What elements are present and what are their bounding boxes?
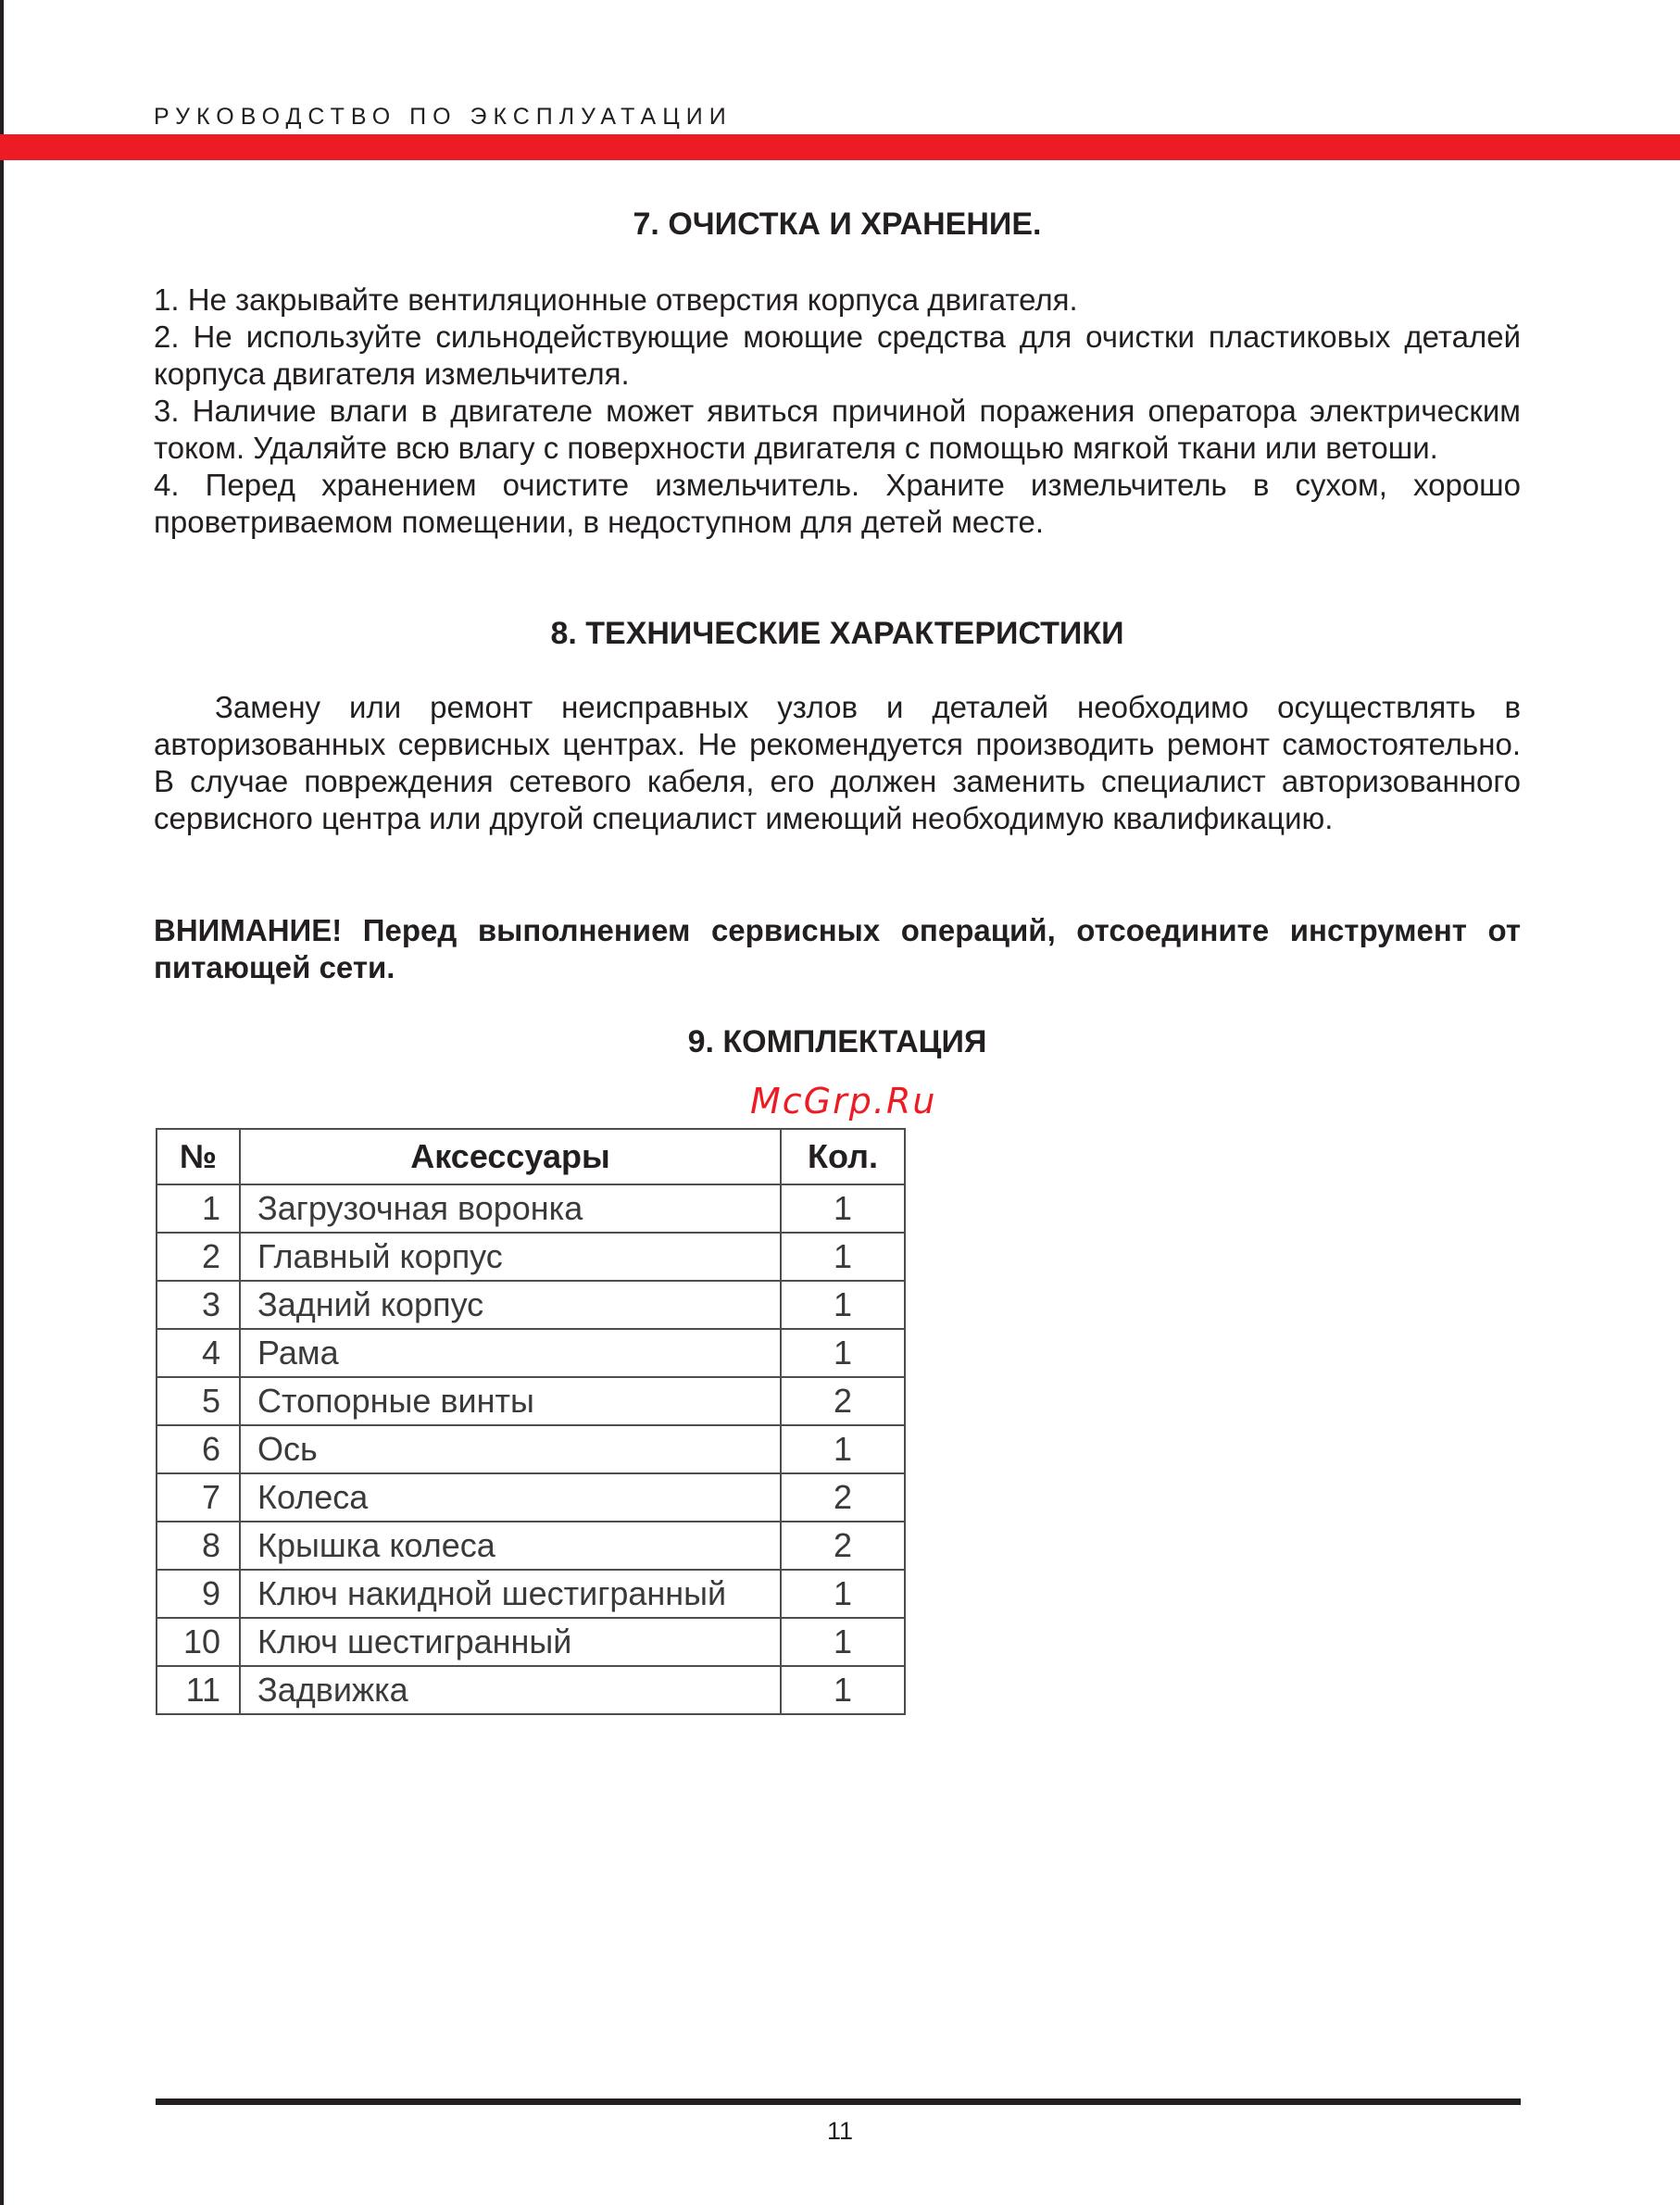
header-red-band bbox=[0, 134, 1680, 160]
row-accessory: Ключ накидной шестигранный bbox=[240, 1570, 781, 1618]
document-header-title: РУКОВОДСТВО ПО ЭКСПЛУАТАЦИИ bbox=[154, 104, 733, 130]
row-number: 7 bbox=[157, 1473, 240, 1522]
row-quantity: 1 bbox=[781, 1329, 905, 1377]
section-7-title: 7. ОЧИСТКА И ХРАНЕНИЕ. bbox=[633, 207, 1042, 242]
row-number: 9 bbox=[157, 1570, 240, 1618]
row-quantity: 2 bbox=[781, 1377, 905, 1425]
row-quantity: 1 bbox=[781, 1233, 905, 1281]
row-accessory: Ось bbox=[240, 1425, 781, 1473]
row-accessory: Задвижка bbox=[240, 1666, 781, 1714]
table-row bbox=[157, 1425, 905, 1473]
section-9-title: 9. КОМПЛЕКТАЦИЯ bbox=[687, 1024, 987, 1059]
row-number: 8 bbox=[157, 1522, 240, 1570]
column-header-accessories: Аксессуары bbox=[240, 1129, 781, 1184]
column-header-quantity: Кол. bbox=[781, 1129, 905, 1184]
table-row bbox=[157, 1473, 905, 1522]
list-item: 2. Не используйте сильнодействующие моющие средства для очистки пластиковых деталей корпуса двигателя измельчителя. bbox=[154, 319, 1521, 391]
accessories-table bbox=[156, 1128, 906, 1715]
row-quantity: 1 bbox=[781, 1618, 905, 1666]
row-quantity: 1 bbox=[781, 1281, 905, 1329]
row-accessory: Крышка колеса bbox=[240, 1522, 781, 1570]
table-row bbox=[157, 1618, 905, 1666]
row-accessory: Главный корпус bbox=[240, 1233, 781, 1281]
row-quantity: 1 bbox=[781, 1570, 905, 1618]
row-accessory: Стопорные винты bbox=[240, 1377, 781, 1425]
table-row bbox=[157, 1377, 905, 1425]
section-7-list bbox=[154, 282, 1521, 541]
list-item: 3. Наличие влаги в двигателе может явиться причиной поражения оператора электрическим током. Удаляйте всю влагу с поверхности двигателя с помощью мягкой ткани или ветоши. bbox=[154, 394, 1521, 465]
column-header-number: № bbox=[157, 1129, 240, 1184]
row-number: 5 bbox=[157, 1377, 240, 1425]
warning-notice: ВНИМАНИЕ! Перед выполнением сервисных операций, отсоедините инструмент от питающей сети. bbox=[154, 913, 1521, 984]
row-accessory: Ключ шестигранный bbox=[240, 1618, 781, 1666]
table-header-row bbox=[157, 1129, 905, 1184]
row-accessory: Задний корпус bbox=[240, 1281, 781, 1329]
row-quantity: 1 bbox=[781, 1184, 905, 1233]
row-number: 6 bbox=[157, 1425, 240, 1473]
row-number: 11 bbox=[157, 1666, 240, 1714]
footer-rule bbox=[156, 2099, 1521, 2105]
row-accessory: Рама bbox=[240, 1329, 781, 1377]
row-quantity: 2 bbox=[781, 1522, 905, 1570]
table-row bbox=[157, 1329, 905, 1377]
row-quantity: 2 bbox=[781, 1473, 905, 1522]
row-number: 10 bbox=[157, 1618, 240, 1666]
section-8-paragraph: Замену или ремонт неисправных узлов и деталей необходимо осуществлять в авторизованных сервисных центрах. Не рекомендуется производить ремонт самостоятельно. В случае повреждения сетевого кабеля, его должен заменить специалист авторизованного сервисного центра или другой специалист имеющий необходимую квалификацию. bbox=[154, 690, 1521, 835]
table-row bbox=[157, 1522, 905, 1570]
page-edge-rule bbox=[0, 0, 4, 2205]
page-number: 11 bbox=[826, 2117, 854, 2145]
table-row bbox=[157, 1666, 905, 1714]
row-quantity: 1 bbox=[781, 1425, 905, 1473]
table-row bbox=[157, 1570, 905, 1618]
row-number: 3 bbox=[157, 1281, 240, 1329]
row-quantity: 1 bbox=[781, 1666, 905, 1714]
table-row bbox=[157, 1281, 905, 1329]
row-number: 1 bbox=[157, 1184, 240, 1233]
section-8-body bbox=[154, 689, 1521, 837]
table-row bbox=[157, 1233, 905, 1281]
list-item: 4. Перед хранением очистите измельчитель. Храните измельчитель в сухом, хорошо проветриваемом помещении, в недоступном для детей месте. bbox=[154, 468, 1521, 539]
list-item: 1. Не закрывайте вентиляционные отверстия корпуса двигателя. bbox=[154, 282, 1078, 317]
row-accessory: Колеса bbox=[240, 1473, 781, 1522]
table-row bbox=[157, 1184, 905, 1233]
watermark-text: McGrp.Ru bbox=[750, 1081, 937, 1121]
section-8-title: 8. ТЕХНИЧЕСКИЕ ХАРАКТЕРИСТИКИ bbox=[550, 616, 1124, 651]
row-number: 4 bbox=[157, 1329, 240, 1377]
row-accessory: Загрузочная воронка bbox=[240, 1184, 781, 1233]
row-number: 2 bbox=[157, 1233, 240, 1281]
